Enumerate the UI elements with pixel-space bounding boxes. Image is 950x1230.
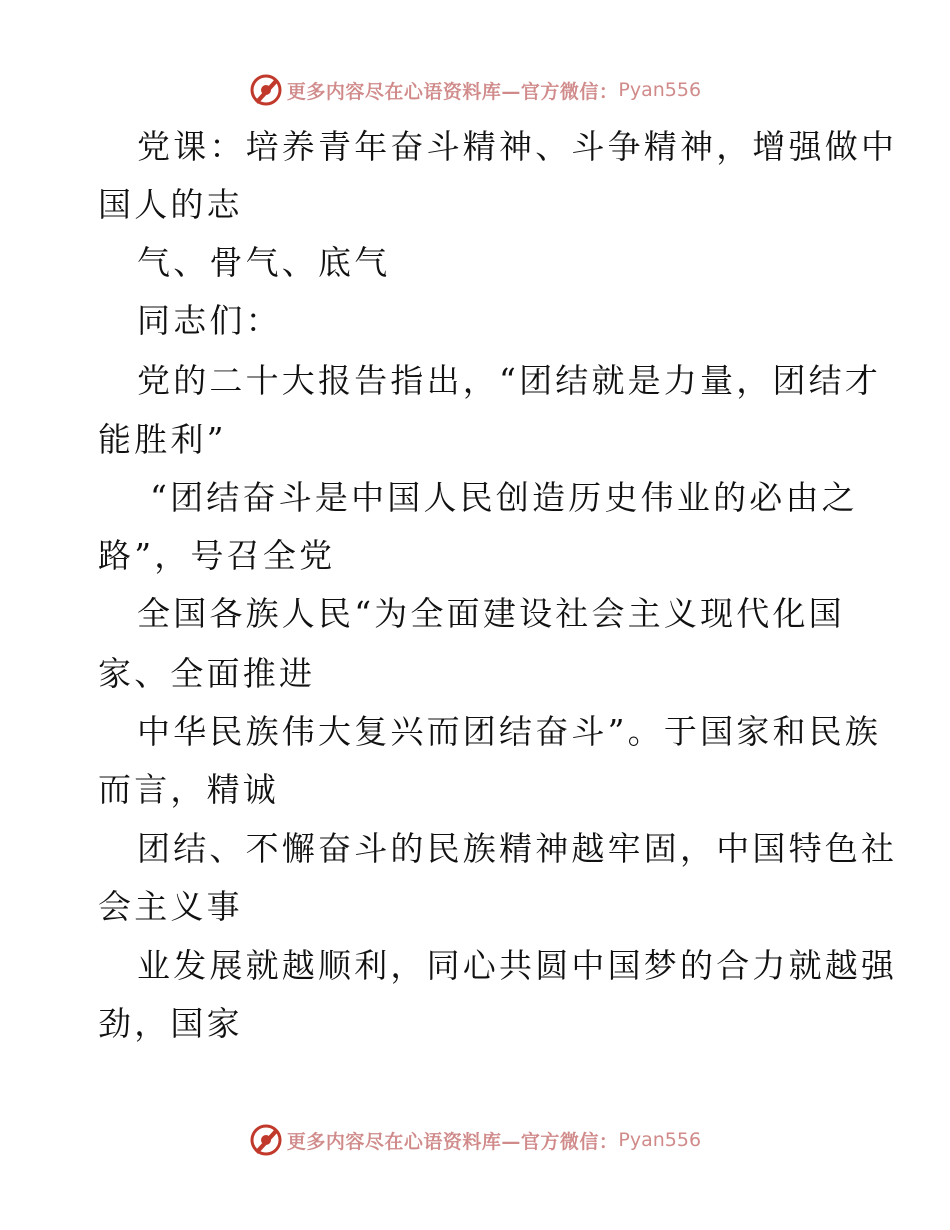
- text-line: 党课：培养青年奋斗精神、斗争精神，增强做中: [137, 127, 898, 166]
- text-line: “团结奋斗是中国人民创造历史伟业的必由之: [150, 478, 858, 517]
- text-line: 党的二十大报告指出，“团结就是力量，团结才: [137, 361, 882, 400]
- footer-watermark: [0, 1120, 950, 1160]
- text-line: 气、骨气、底气: [137, 243, 391, 282]
- text-line: 家、全面推进: [98, 654, 316, 693]
- watermark-id: Pyan556: [618, 1129, 702, 1151]
- text-line: 全国各族人民“为全面建设社会主义现代化国: [137, 594, 845, 633]
- text-line: 业发展就越顺利，同心共圆中国梦的合力就越强: [137, 946, 898, 985]
- text-line: 团结、不懈奋斗的民族精神越牢固，中国特色社: [137, 829, 898, 868]
- watermark-id: Pyan556: [618, 79, 702, 101]
- text-line: 能胜利”: [98, 420, 227, 459]
- text-line: 劲，国家: [98, 1004, 243, 1043]
- text-line: 同志们：: [137, 301, 282, 340]
- text-line: 路”，号召全党: [98, 536, 336, 575]
- text-line: 中华民族伟大复兴而团结奋斗”。于国家和民族: [137, 712, 882, 751]
- watermark-text: 更多内容尽在心语资料库—官方微信：: [286, 80, 619, 103]
- text-line: 会主义事: [98, 887, 243, 926]
- watermark-text: 更多内容尽在心语资料库—官方微信：: [286, 1130, 619, 1153]
- pen-logo-icon: [249, 1123, 283, 1157]
- text-line: 国人的志: [98, 185, 243, 224]
- text-line: 而言，精诚: [98, 770, 279, 809]
